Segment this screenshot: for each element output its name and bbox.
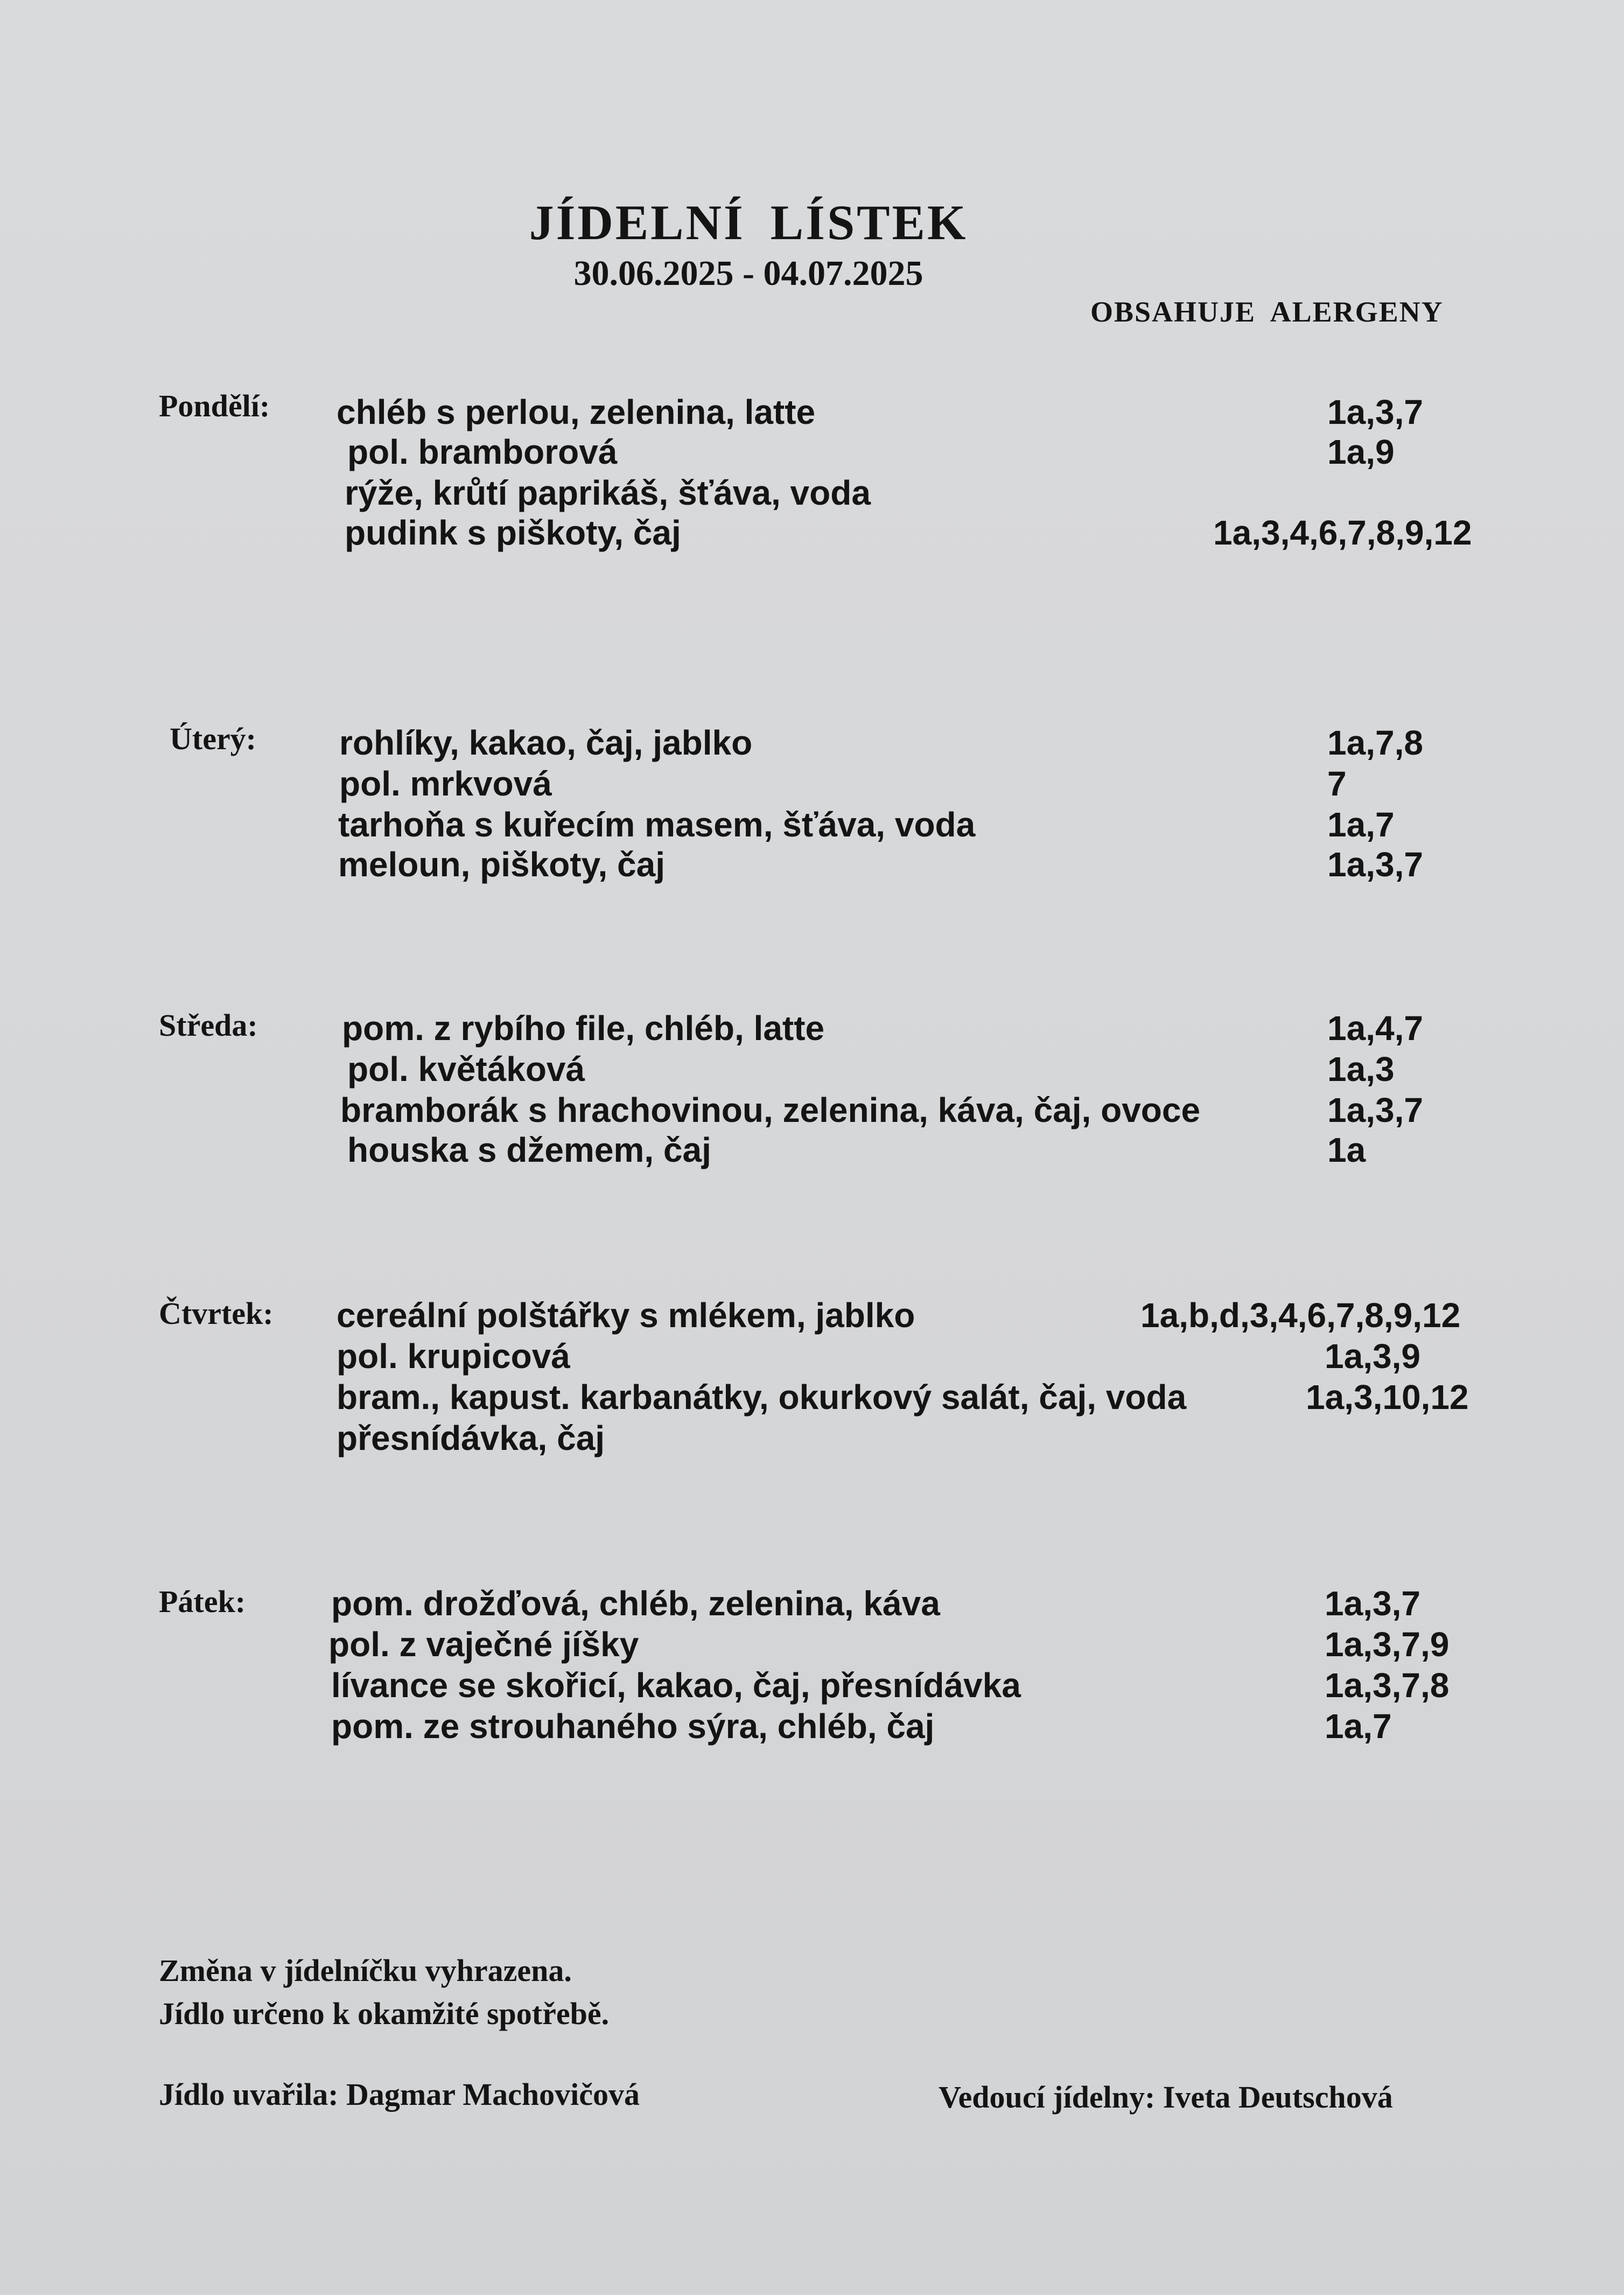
meal-row: [0, 432, 1624, 473]
meal-text: cereální polštářky s mlékem, jablko: [337, 1296, 915, 1335]
meal-row: [0, 1706, 1624, 1747]
day-label: Středa:: [159, 1008, 258, 1043]
meal-row: [0, 845, 1624, 885]
meal-row: [0, 1336, 1624, 1377]
meal-row: [0, 1295, 1624, 1336]
meal-allergens: 1a,3,7: [1327, 845, 1423, 884]
meal-allergens: 1a,3,7,9: [1325, 1625, 1450, 1664]
meal-allergens: 1a,3,7: [1325, 1584, 1420, 1623]
meal-allergens: 1a,3: [1327, 1050, 1395, 1089]
meal-text: houska s džemem, čaj: [347, 1131, 711, 1169]
day-label: Čtvrtek:: [159, 1296, 274, 1331]
allergen-column-heading: OBSAHUJE ALERGENY: [1090, 296, 1444, 328]
meal-text: tarhoňa s kuřecím masem, šťáva, voda: [338, 805, 976, 844]
day-label: Úterý:: [170, 721, 257, 756]
meal-text: meloun, piškoty, čaj: [338, 845, 665, 884]
meal-text: rohlíky, kakao, čaj, jablko: [339, 723, 753, 762]
meal-row: [0, 392, 1624, 433]
meal-text: bramborák s hrachovinou, zelenina, káva, čaj, ovoce: [340, 1091, 1201, 1129]
meal-row: [0, 1377, 1624, 1418]
meal-row: [0, 1584, 1624, 1624]
day-wednesday: [0, 1007, 1624, 1180]
day-thursday: [0, 1295, 1624, 1468]
meal-allergens: 1a,7: [1325, 1707, 1392, 1746]
meal-row: [0, 1130, 1624, 1171]
meal-allergens: 1a,3,7: [1327, 1091, 1423, 1129]
meal-row: [0, 513, 1624, 554]
manager-name: Vedoucí jídelny: Iveta Deutschová: [939, 2080, 1393, 2115]
meal-text: lívance se skořicí, kakao, čaj, přesnídávka: [331, 1666, 1021, 1705]
meal-text: pol. krupicová: [337, 1337, 570, 1376]
meal-text: pom. drožďová, chléb, zelenina, káva: [331, 1584, 940, 1623]
meal-allergens: 1a,3,7: [1327, 393, 1423, 431]
meal-row: [0, 1008, 1624, 1049]
notice-consume: Jídlo určeno k okamžité spotřebě.: [159, 1996, 610, 2031]
meal-text: chléb s perlou, zelenina, latte: [337, 393, 816, 431]
meal-allergens: 1a,9: [1327, 433, 1395, 471]
day-label: Pátek:: [159, 1584, 246, 1619]
notice-change: Změna v jídelníčku vyhrazena.: [159, 1953, 572, 1988]
meal-text: pom. ze strouhaného sýra, chléb, čaj: [331, 1707, 935, 1746]
meal-row: [0, 473, 1624, 514]
meal-text: přesnídávka, čaj: [337, 1419, 605, 1457]
day-label: Pondělí:: [159, 388, 270, 423]
meal-text: pudink s piškoty, čaj: [345, 513, 681, 552]
meal-row: [0, 723, 1624, 764]
meal-row: [0, 1090, 1624, 1131]
meal-text: pol. květáková: [347, 1050, 585, 1089]
day-monday: [0, 388, 1624, 560]
cook-name: Jídlo uvařila: Dagmar Machovičová: [159, 2077, 640, 2112]
meal-row: [0, 1624, 1624, 1665]
meal-row: [0, 1665, 1624, 1706]
day-friday: [0, 1584, 1624, 1756]
meal-row: [0, 1049, 1624, 1090]
meal-text: rýže, krůtí paprikáš, šťáva, voda: [345, 473, 871, 512]
meal-row: [0, 764, 1624, 805]
meal-allergens: 1a,7: [1327, 805, 1395, 844]
day-tuesday: [0, 721, 1624, 893]
meal-text: bram., kapust. karbanátky, okurkový salát, čaj, voda: [337, 1378, 1187, 1417]
meal-allergens: 1a,7,8: [1327, 723, 1423, 762]
meal-text: pol. mrkvová: [339, 764, 552, 803]
meal-text: pol. z vaječné jíšky: [328, 1625, 639, 1664]
meal-row: [0, 1418, 1624, 1459]
meal-allergens: 1a,b,d,3,4,6,7,8,9,12: [1140, 1296, 1461, 1335]
date-range: 30.06.2025 - 04.07.2025: [573, 254, 923, 293]
meal-allergens: 1a,3,4,6,7,8,9,12: [1213, 513, 1472, 552]
meal-allergens: 7: [1327, 764, 1347, 803]
meal-allergens: 1a: [1327, 1131, 1366, 1169]
meal-allergens: 1a,3,10,12: [1306, 1378, 1469, 1417]
meal-allergens: 1a,3,9: [1325, 1337, 1420, 1376]
meal-row: [0, 805, 1624, 846]
meal-allergens: 1a,4,7: [1327, 1009, 1423, 1048]
meal-allergens: 1a,3,7,8: [1325, 1666, 1450, 1705]
meal-text: pom. z rybího file, chléb, latte: [342, 1009, 825, 1048]
meal-text: pol. bramborová: [347, 433, 618, 471]
page-title: JÍDELNÍ LÍSTEK: [529, 195, 968, 250]
